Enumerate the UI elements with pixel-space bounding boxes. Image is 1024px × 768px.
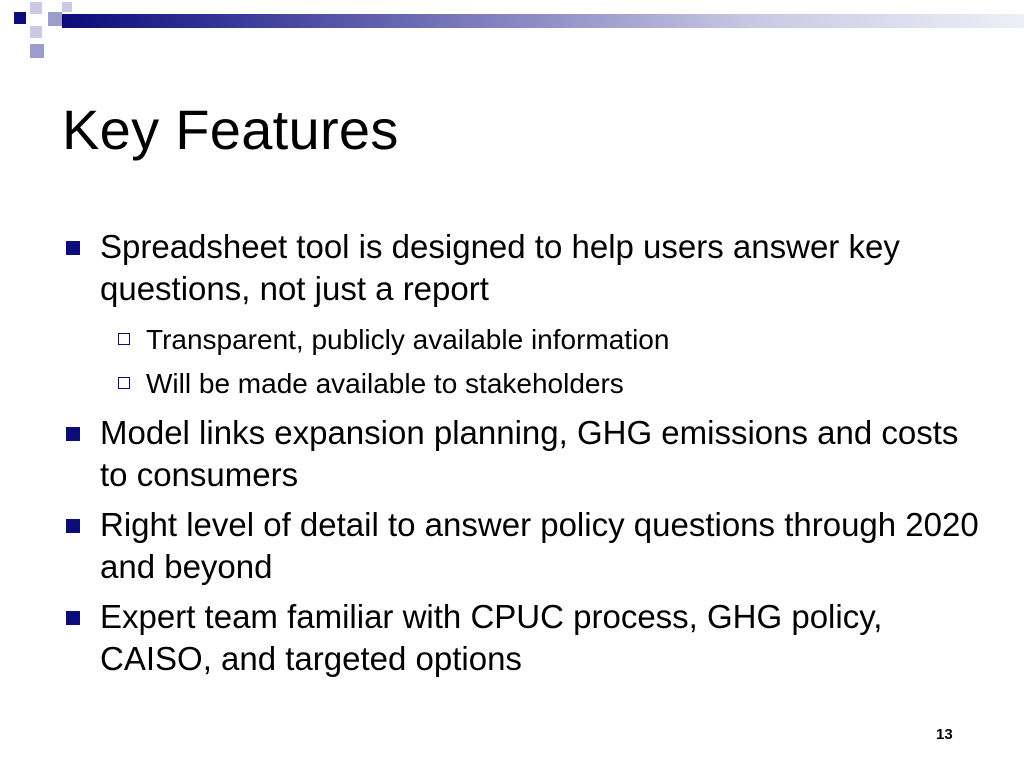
decor-square-icon bbox=[30, 2, 42, 14]
bullet-text: Expert team familiar with CPUC process, GHG policy, CAISO, and targeted options bbox=[100, 598, 883, 677]
decor-square-icon bbox=[30, 26, 42, 38]
decor-square-icon bbox=[30, 44, 44, 58]
hollow-square-icon bbox=[118, 333, 130, 345]
bullet-item bbox=[62, 412, 992, 496]
hollow-square-icon bbox=[118, 377, 130, 389]
sub-bullet-item bbox=[62, 362, 992, 406]
sub-bullet-text: Transparent, publicly available information bbox=[146, 324, 670, 355]
bullet-item bbox=[62, 596, 992, 680]
sub-bullet-list bbox=[62, 318, 992, 406]
decor-square-icon bbox=[48, 12, 62, 26]
decor-square-icon bbox=[14, 12, 26, 24]
decor-square-icon bbox=[62, 2, 72, 12]
bullet-text: Model links expansion planning, GHG emissions and costs to consumers bbox=[100, 414, 959, 493]
filled-square-icon bbox=[66, 611, 80, 625]
bullet-text: Spreadsheet tool is designed to help users answer key questions, not just a report bbox=[100, 228, 900, 307]
bullet-item bbox=[62, 504, 992, 588]
sub-bullet-text: Will be made available to stakeholders bbox=[146, 368, 624, 399]
header-decoration bbox=[0, 0, 1024, 62]
bullet-item bbox=[62, 226, 992, 310]
bullet-list bbox=[62, 226, 992, 688]
bullet-text: Right level of detail to answer policy questions through 2020 and beyond bbox=[100, 506, 979, 585]
page-number: 13 bbox=[936, 726, 953, 743]
filled-square-icon bbox=[66, 519, 80, 533]
slide-title: Key Features bbox=[62, 98, 399, 161]
header-gradient-bar bbox=[62, 14, 1024, 28]
filled-square-icon bbox=[66, 241, 80, 255]
filled-square-icon bbox=[66, 427, 80, 441]
sub-bullet-item bbox=[62, 318, 992, 362]
